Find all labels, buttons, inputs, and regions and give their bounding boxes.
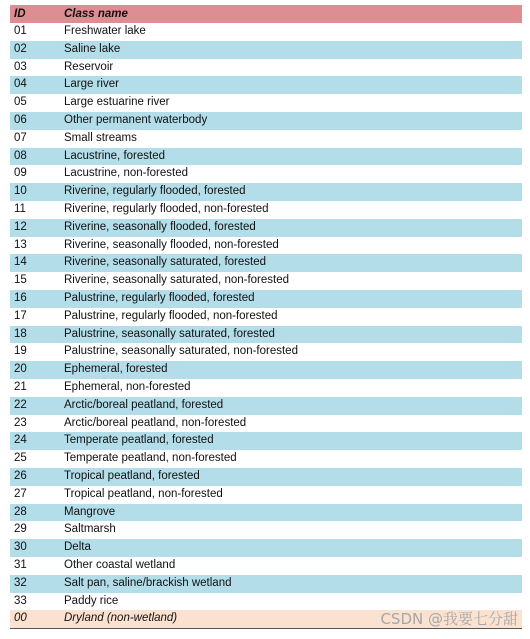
table-row [10,379,522,397]
row-id: 07 [14,131,27,144]
row-id: 24 [14,434,27,447]
table-row [10,432,522,450]
row-class-name: Large river [64,78,119,91]
row-id: 18 [14,327,27,340]
row-class-name: Tropical peatland, forested [64,469,200,482]
csdn-watermark: CSDN @我要七分甜 [380,610,518,628]
dryland-id: 00 [14,612,27,625]
row-id: 27 [14,487,27,500]
row-class-name: Ephemeral, forested [64,363,168,376]
row-id: 25 [14,452,27,465]
table-row [10,415,522,433]
row-id: 22 [14,398,27,411]
table-row [10,450,522,468]
dryland-name: Dryland (non-wetland) [64,612,178,625]
row-class-name: Palustrine, regularly flooded, forested [64,291,255,304]
row-id: 01 [14,25,27,37]
row-class-name: Lacustrine, non-forested [64,167,189,180]
row-class-name: Palustrine, seasonally saturated, non-forested [64,345,298,358]
row-class-name: Arctic/boreal peatland, non-forested [64,416,247,429]
table-row [10,112,522,130]
table-row [10,201,522,219]
table-row [10,557,522,575]
row-id: 31 [14,558,27,571]
row-id: 03 [14,60,27,73]
row-class-name: Riverine, seasonally saturated, forested [64,256,266,269]
row-id: 08 [14,149,27,162]
row-class-name: Salt pan, saline/brackish wetland [64,576,232,589]
row-class-name: Lacustrine, forested [64,149,166,162]
row-class-name: Small streams [64,131,137,144]
table-row [10,183,522,201]
header-id: ID [14,8,26,20]
table-row [10,575,522,593]
row-id: 06 [14,113,27,126]
row-class-name: Temperate peatland, non-forested [64,452,237,465]
row-id: 30 [14,541,27,554]
row-id: 05 [14,96,27,109]
table-row [10,76,522,94]
row-class-name: Saltmarsh [64,523,116,536]
table-row [10,326,522,344]
table-row [10,23,522,41]
table-row [10,361,522,379]
row-id: 20 [14,363,27,376]
row-id: 28 [14,505,27,518]
row-id: 32 [14,576,27,589]
table-row [10,486,522,504]
row-class-name: Riverine, seasonally flooded, forested [64,220,256,233]
table-row [10,521,522,539]
table-row [10,397,522,415]
row-id: 15 [14,274,27,287]
table-header [10,5,522,23]
row-id: 33 [14,594,27,607]
row-class-name: Riverine, seasonally saturated, non-forested [64,274,290,287]
row-class-name: Mangrove [64,505,116,518]
row-class-name: Other permanent waterbody [64,113,208,126]
header-class-name: Class name [64,8,128,20]
row-class-name: Delta [64,541,91,554]
table-row [10,539,522,557]
table-row [10,504,522,522]
row-class-name: Riverine, regularly flooded, forested [64,185,246,198]
row-id: 13 [14,238,27,251]
table-row [10,468,522,486]
row-class-name: Reservoir [64,60,114,73]
row-id: 17 [14,309,27,322]
row-class-name: Palustrine, seasonally saturated, forested [64,327,275,340]
row-id: 21 [14,380,27,393]
table-row [10,290,522,308]
row-class-name: Saline lake [64,42,121,55]
row-class-name: Freshwater lake [64,25,146,37]
table-body [10,23,522,610]
table-row [10,254,522,272]
table-row [10,148,522,166]
row-class-name: Riverine, seasonally flooded, non-forested [64,238,279,251]
row-id: 23 [14,416,27,429]
row-class-name: Temperate peatland, forested [64,434,214,447]
table-row [10,94,522,112]
table-row [10,272,522,290]
table-row [10,219,522,237]
table-row [10,165,522,183]
row-class-name: Ephemeral, non-forested [64,380,191,393]
row-id: 02 [14,42,27,55]
row-class-name: Other coastal wetland [64,558,176,571]
table-row [10,237,522,255]
row-id: 04 [14,78,27,91]
row-id: 14 [14,256,27,269]
table-row [10,130,522,148]
table-row [10,343,522,361]
row-id: 29 [14,523,27,536]
row-class-name: Paddy rice [64,594,119,607]
row-class-name: Arctic/boreal peatland, forested [64,398,224,411]
row-id: 16 [14,291,27,304]
row-id: 26 [14,469,27,482]
row-id: 19 [14,345,27,358]
row-id: 12 [14,220,27,233]
row-class-name: Palustrine, regularly flooded, non-forested [64,309,278,322]
row-id: 11 [14,202,26,215]
row-class-name: Riverine, regularly flooded, non-forested [64,202,269,215]
wetland-class-table [10,5,522,629]
table-row [10,308,522,326]
table-row [10,41,522,59]
row-class-name: Large estuarine river [64,96,170,109]
row-id: 10 [14,185,27,198]
table-row [10,59,522,77]
row-id: 09 [14,167,27,180]
row-class-name: Tropical peatland, non-forested [64,487,223,500]
